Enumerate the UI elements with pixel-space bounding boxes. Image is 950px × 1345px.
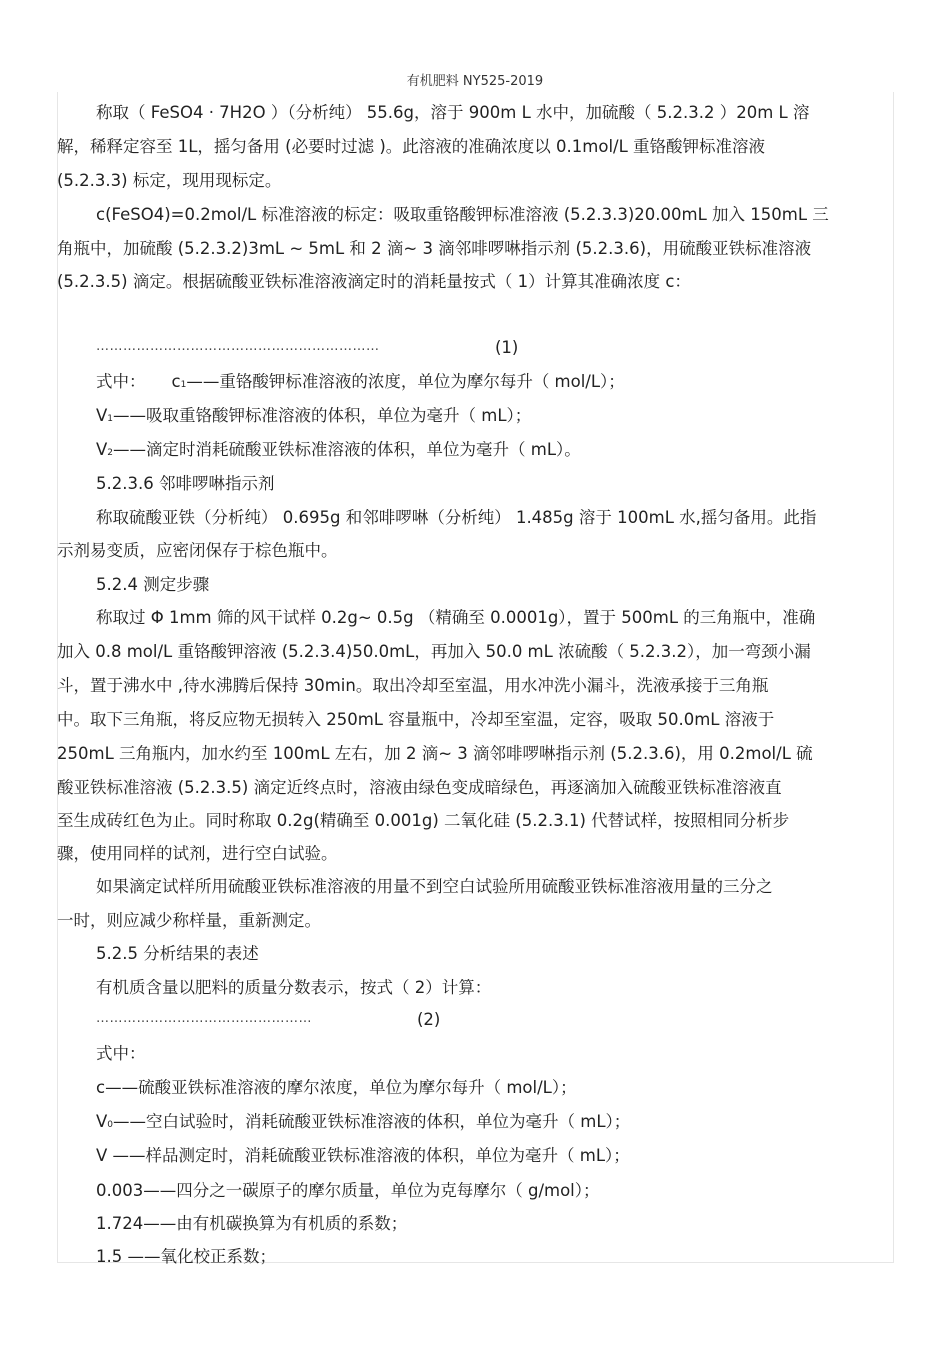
equation-1-number: (1) bbox=[495, 338, 519, 357]
where-1 bbox=[96, 371, 625, 396]
paragraph-line: 250mL 三角瓶内，加水约至 100mL 左右，加 2 滴~ 3 滴邻啡啰啉指示剂 (5.2.3.6)，用 0.2mol/L 硫 bbox=[57, 744, 813, 763]
paragraph-line: c(FeSO4)=0.2mol/L 标准溶液的标定：吸取重铬酸钾标准溶液 (5.2.3.3)20.00mL 加入 150mL 三 bbox=[96, 205, 829, 224]
paragraph-line: (5.2.3.3) 标定，现用现标定。 bbox=[57, 171, 282, 190]
paragraph-line: (5.2.3.5) 滴定。根据硫酸亚铁标准溶液滴定时的消耗量按式（ 1）计算其准确浓度 c： bbox=[57, 272, 691, 291]
definition-v: V ——样品测定时，消耗硫酸亚铁标准溶液的体积，单位为毫升（ mL）； bbox=[96, 1146, 630, 1165]
paragraph-line: 称取过 Φ 1mm 筛的风干试样 0.2g~ 0.5g （精确至 0.0001g），置于 500mL 的三角瓶中，准确 bbox=[96, 608, 816, 627]
paragraph-line: 解，稀释定容至 1L，摇匀备用 (必要时过滤 )。此溶液的准确浓度以 0.1mol/L 重铬酸钾标准溶液 bbox=[57, 137, 766, 156]
paragraph-line: 如果滴定试样所用硫酸亚铁标准溶液的用量不到空白试验所用硫酸亚铁标准溶液用量的三分之 bbox=[96, 877, 773, 896]
where-intro: 式中： bbox=[96, 372, 146, 391]
section-heading-525: 5.2.5 分析结果的表述 bbox=[96, 944, 259, 963]
definition-1724: 1.724——由有机碳换算为有机质的系数； bbox=[96, 1214, 408, 1233]
paragraph-line: 至生成砖红色为止。同时称取 0.2g(精确至 0.001g) 二氧化硅 (5.2.3.1) 代替试样，按照相同分析步 bbox=[57, 811, 790, 830]
equation-1-leader: ……………………………………………………… bbox=[96, 339, 380, 354]
definition-v1: ——吸取重铬酸钾标准溶液的体积，单位为毫升（ mL）； bbox=[113, 406, 532, 425]
section-heading-524: 5.2.4 测定步骤 bbox=[96, 575, 210, 594]
page-header: 有机肥料 NY525-2019 bbox=[406, 74, 544, 89]
where-intro: 式中： bbox=[96, 1044, 146, 1063]
paragraph-line: 骤，使用同样的试剂，进行空白试验。 bbox=[57, 844, 338, 863]
symbol-v0: V bbox=[96, 1112, 108, 1131]
equation-2-number: (2) bbox=[417, 1010, 441, 1029]
paragraph-line: 示剂易变质，应密闭保存于棕色瓶中。 bbox=[57, 541, 338, 560]
subscript-2: 2 bbox=[107, 448, 114, 458]
subscript-0: 0 bbox=[107, 1120, 114, 1130]
paragraph-line: 斗，置于沸水中 ,待水沸腾后保持 30min。取出冷却至室温，用水冲洗小漏斗，洗液承接于三角瓶 bbox=[57, 676, 769, 695]
subscript-1: 1 bbox=[107, 414, 114, 424]
paragraph-line: 一时，则应减少称样量，重新测定。 bbox=[57, 911, 321, 930]
section-heading-5236: 5.2.3.6 邻啡啰啉指示剂 bbox=[96, 474, 275, 493]
paragraph-line: 中。取下三角瓶，将反应物无损转入 250mL 容量瓶中，冷却至室温，定容，吸取 50.0mL 溶液于 bbox=[57, 710, 775, 729]
equation-2-leader: ………………………………………… bbox=[96, 1011, 312, 1026]
symbol-c1: c bbox=[171, 372, 181, 391]
definition-c: c——硫酸亚铁标准溶液的摩尔浓度，单位为摩尔每升（ mol/L）； bbox=[96, 1078, 577, 1097]
where-v1 bbox=[96, 405, 531, 430]
paragraph-line: 加入 0.8 mol/L 重铬酸钾溶液 (5.2.3.4)50.0mL，再加入 50.0 mL 浓硫酸（ 5.2.3.2），加一弯颈小漏 bbox=[57, 642, 811, 661]
where-v2 bbox=[96, 439, 581, 464]
paragraph-line: 有机质含量以肥料的质量分数表示，按式（ 2）计算： bbox=[96, 978, 492, 997]
paragraph-line: 称取硫酸亚铁（分析纯） 0.695g 和邻啡啰啉（分析纯） 1.485g 溶于 100mL 水,摇匀备用。此指 bbox=[96, 508, 817, 527]
paragraph-line: 角瓶中，加硫酸 (5.2.3.2)3mL ~ 5mL 和 2 滴~ 3 滴邻啡啰啉指示剂 (5.2.3.6)，用硫酸亚铁标准溶液 bbox=[57, 239, 812, 258]
definition-v2: ——滴定时消耗硫酸亚铁标准溶液的体积，单位为毫升（ mL）。 bbox=[113, 440, 581, 459]
definition-c1: ——重铬酸钾标准溶液的浓度，单位为摩尔每升（ mol/L）； bbox=[186, 372, 625, 391]
definition-0003: 0.003——四分之一碳原子的摩尔质量，单位为克每摩尔（ g/mol）； bbox=[96, 1181, 600, 1200]
paragraph-line: 称取（ FeSO4 · 7H2O ）（分析纯） 55.6g，溶于 900m L 水中，加硫酸（ 5.2.3.2 ）20m L 溶 bbox=[96, 103, 810, 122]
paragraph-line: 酸亚铁标准溶液 (5.2.3.5) 滴定近终点时，溶液由绿色变成暗绿色，再逐滴加入硫酸亚铁标准溶液直 bbox=[57, 778, 782, 797]
definition-15: 1.5 ——氧化校正系数； bbox=[96, 1247, 276, 1266]
definition-v0: ——空白试验时，消耗硫酸亚铁标准溶液的体积，单位为毫升（ mL）； bbox=[113, 1112, 631, 1131]
symbol-v2: V bbox=[96, 440, 108, 459]
subscript-1: 1 bbox=[180, 380, 187, 390]
where-v0 bbox=[96, 1111, 630, 1136]
symbol-v1: V bbox=[96, 406, 108, 425]
